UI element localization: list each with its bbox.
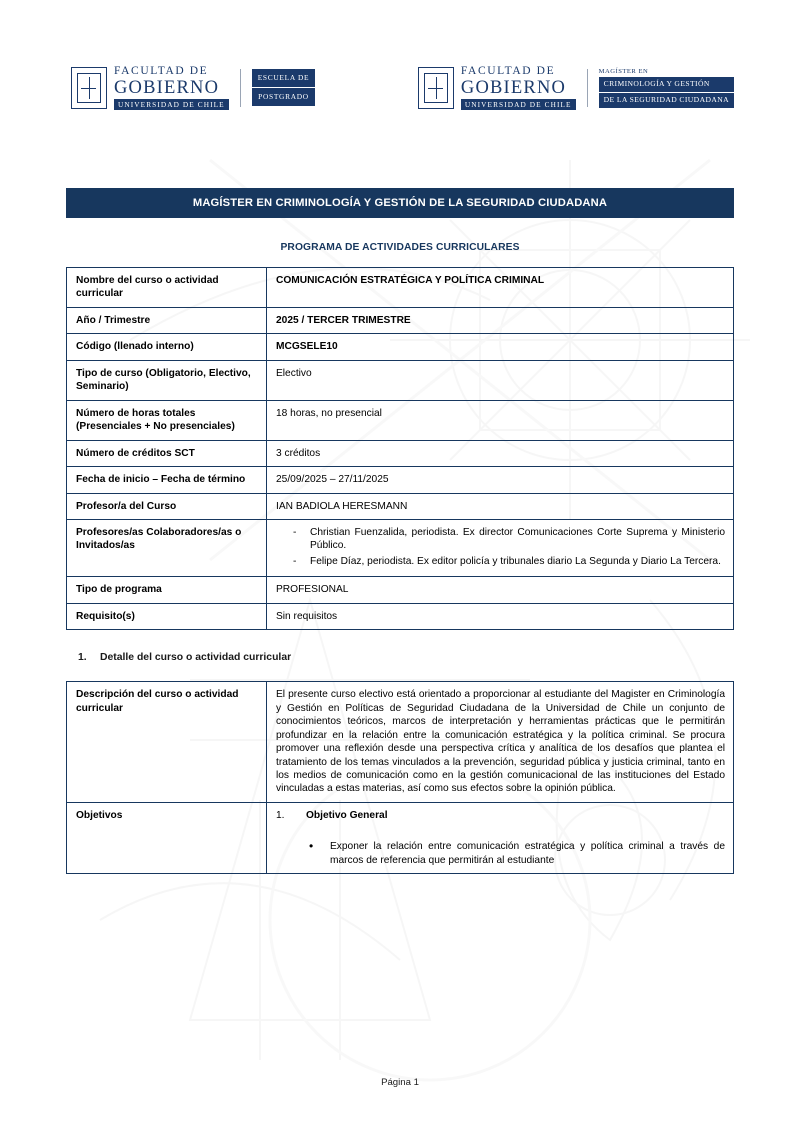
row-value-requisitos: Sin requisitos [267,603,734,629]
row-value-objetivos [267,802,734,873]
university-crest-icon-right [418,67,454,109]
logo-divider-left [240,69,241,107]
row-value-creditos: 3 créditos [267,440,734,466]
row-label-colaboradores: Profesores/as Colaboradores/as o Invitados/as [67,519,267,576]
table-row [67,400,734,440]
badge-postgrado-line1: ESCUELA DE [252,69,316,87]
row-label-tipo-curso: Tipo de curso (Obligatorio, Electivo, Seminario) [67,360,267,400]
table-row [67,682,734,803]
faculty-top-left: FACULTAD DE [114,65,209,77]
badge-magister-line2: DE LA SEGURIDAD CIUDADANA [599,93,734,108]
objective-heading-text: Objetivo General [306,809,388,821]
logo-divider-right [587,69,588,107]
objective-number: 1. [276,809,285,821]
row-label-requisitos: Requisito(s) [67,603,267,629]
section-number: 1. [78,652,87,664]
list-item: - Felipe Díaz, periodista. Ex editor policía y tribunales diario La Segunda y Diario La Tercera. [276,555,725,568]
badge-magister [599,68,734,109]
row-value-ano-trimestre: 2025 / TERCER TRIMESTRE [267,307,734,333]
row-value-nombre: COMUNICACIÓN ESTRATÉGICA Y POLÍTICA CRIMINAL [267,268,734,308]
logo-header [66,56,734,136]
university-crest-icon [71,67,107,109]
faculty-university-right: UNIVERSIDAD DE CHILE [461,99,576,110]
row-label-nombre: Nombre del curso o actividad curricular [67,268,267,308]
logo-faculty-magister [418,66,734,110]
list-item: - Christian Fuenzalida, periodista. Ex director Comunicaciones Corte Suprema y Ministerio Público. [276,526,725,553]
section-heading-detalle [66,652,734,663]
row-label-descripcion: Descripción del curso o actividad curricular [67,682,267,803]
faculty-wordmark-left [114,66,229,110]
faculty-university-left: UNIVERSIDAD DE CHILE [114,99,229,110]
collaborators-list [276,526,725,568]
table-row [67,493,734,519]
row-label-creditos: Número de créditos SCT [67,440,267,466]
row-label-fechas: Fecha de inicio – Fecha de término [67,467,267,493]
row-value-codigo: MCGSELE10 [267,334,734,360]
program-title-bar: MAGÍSTER EN CRIMINOLOGÍA Y GESTIÓN DE LA SEGURIDAD CIUDADANA [66,188,734,218]
row-label-objetivos: Objetivos [67,802,267,873]
row-label-codigo: Código (llenado interno) [67,334,267,360]
row-label-horas: Número de horas totales (Presenciales + No presenciales) [67,400,267,440]
row-value-colaboradores [267,519,734,576]
document-subtitle: PROGRAMA DE ACTIVIDADES CURRICULARES [280,242,520,253]
course-info-table [66,267,734,630]
row-value-fechas: 25/09/2025 – 27/11/2025 [267,467,734,493]
section-title: Detalle del curso o actividad curricular [100,652,292,664]
faculty-main-right: GOBIERNO [460,77,567,98]
table-row [67,360,734,400]
logo-faculty-postgrado [71,66,315,110]
badge-magister-line1: CRIMINOLOGÍA Y GESTIÓN [599,77,734,92]
table-row [67,802,734,873]
badge-magister-line0: MAGÍSTER EN [598,67,649,75]
badge-postgrado-line2: POSTGRADO [252,88,316,106]
row-value-horas: 18 horas, no presencial [267,400,734,440]
table-row [67,268,734,308]
table-row [67,603,734,629]
row-label-ano-trimestre: Año / Trimestre [67,307,267,333]
page-footer: Página 1 [381,1077,419,1088]
row-value-profesor: IAN BADIOLA HERESMANN [267,493,734,519]
row-value-tipo-programa: PROFESIONAL [267,577,734,603]
row-value-descripcion: El presente curso electivo está orientado a proporcionar al estudiante del Magister en Criminología y Gestión en Políticas de Seguridad Ciudadana de la Universidad de Chile un conjunto de conocimientos teóricos, marcos de interpretación y herramientas prácticas que le permitirán profundizar en la relación entre la comunicación estratégica y la política criminal. Se procura promover una reflexión desde una perspectiva crítica y analítica de los desafíos que plantea el tratamiento de los temas vinculados a la prevención, seguridad pública y justicia criminal, tanto en los medios de comunicación como en la gestión comunicacional de las instituciones del Estado vinculadas a estas materias, así como sus efectos sobre la opinión pública. [267,682,734,803]
table-row [67,334,734,360]
table-row [67,440,734,466]
faculty-main-left: GOBIERNO [114,77,220,98]
objective-general-heading [276,809,725,822]
table-row [67,307,734,333]
course-detail-table [66,681,734,874]
faculty-wordmark-right [461,66,576,110]
row-value-tipo-curso: Electivo [267,360,734,400]
table-row [67,519,734,576]
row-label-profesor: Profesor/a del Curso [67,493,267,519]
table-row [67,467,734,493]
table-row [67,577,734,603]
badge-postgrado [252,69,316,106]
row-label-tipo-programa: Tipo de programa [67,577,267,603]
faculty-top-right: FACULTAD DE [460,65,556,77]
objective-bullet: • Exponer la relación entre comunicación estratégica y política criminal a través de marcos de referencia que permitirán al estudiante [276,840,725,867]
